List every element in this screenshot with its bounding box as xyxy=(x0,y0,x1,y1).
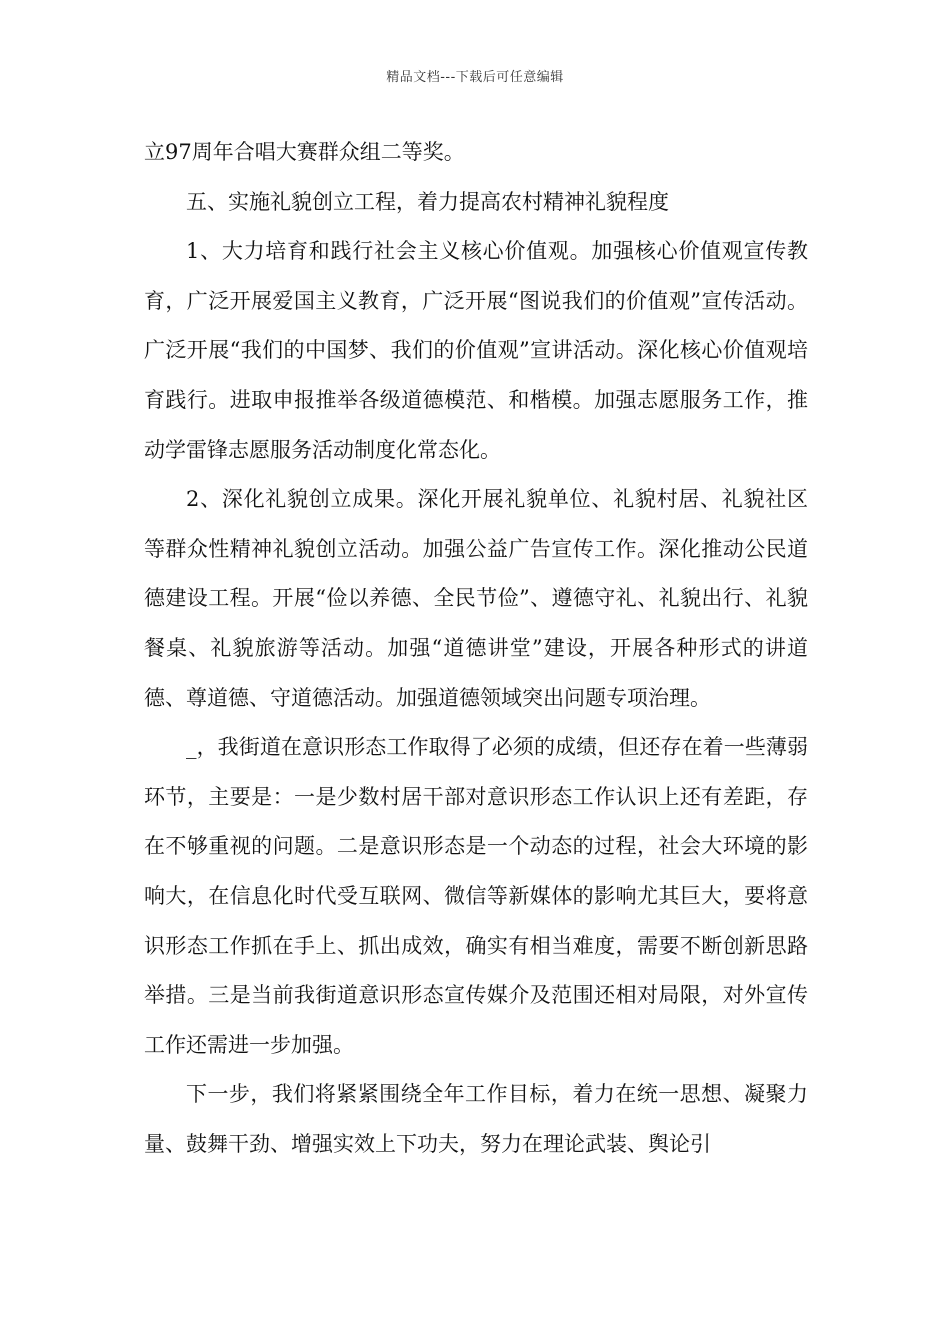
paragraph-continuation: 立97周年合唱大赛群众组二等奖。 xyxy=(144,140,465,164)
section-heading: 五、实施礼貌创立工程，着力提高农村精神礼貌程度 xyxy=(186,189,669,214)
paragraph: 2、深化礼貌创立成果。深化开展礼貌单位、礼貌村居、礼貌社区等群众性精神礼貌创立活动。加强公益广告宣传工作。深化推动公民道德建设工程。开展“俭以养德、全民节俭”、遵德守礼、礼貌出行、礼貌餐桌、礼貌旅游等活动。加强“道德讲堂”建设，开展各种形式的讲道德、尊道德、守道德活动。加强道德领域突出问题专项治理。 xyxy=(144,487,808,710)
document-body xyxy=(144,128,808,1169)
page-header: 精品文档---下载后可任意编辑 xyxy=(386,70,564,85)
paragraph: 1、大力培育和践行社会主义核心价值观。加强核心价值观宣传教育，广泛开展爱国主义教育，广泛开展“图说我们的价值观”宣传活动。广泛开展“我们的中国梦、我们的价值观”宣讲活动。深化核心价值观培育践行。进取申报推举各级道德模范、和楷模。加强志愿服务工作，推动学雷锋志愿服务活动制度化常态化。 xyxy=(144,239,808,462)
paragraph: 下一步，我们将紧紧围绕全年工作目标，着力在统一思想、凝聚力量、鼓舞干劲、增强实效上下功夫，努力在理论武装、舆论引 xyxy=(144,1082,808,1156)
paragraph: _，我街道在意识形态工作取得了必须的成绩，但还存在着一些薄弱环节，主要是：一是少数村居干部对意识形态工作认识上还有差距，存在不够重视的问题。二是意识形态是一个动态的过程，社会大环境的影响大，在信息化时代受互联网、微信等新媒体的影响尤其巨大，要将意识形态工作抓在手上、抓出成效，确实有相当难度，需要不断创新思路举措。三是当前我街道意识形态宣传媒介及范围还相对局限，对外宣传工作还需进一步加强。 xyxy=(144,735,808,1057)
